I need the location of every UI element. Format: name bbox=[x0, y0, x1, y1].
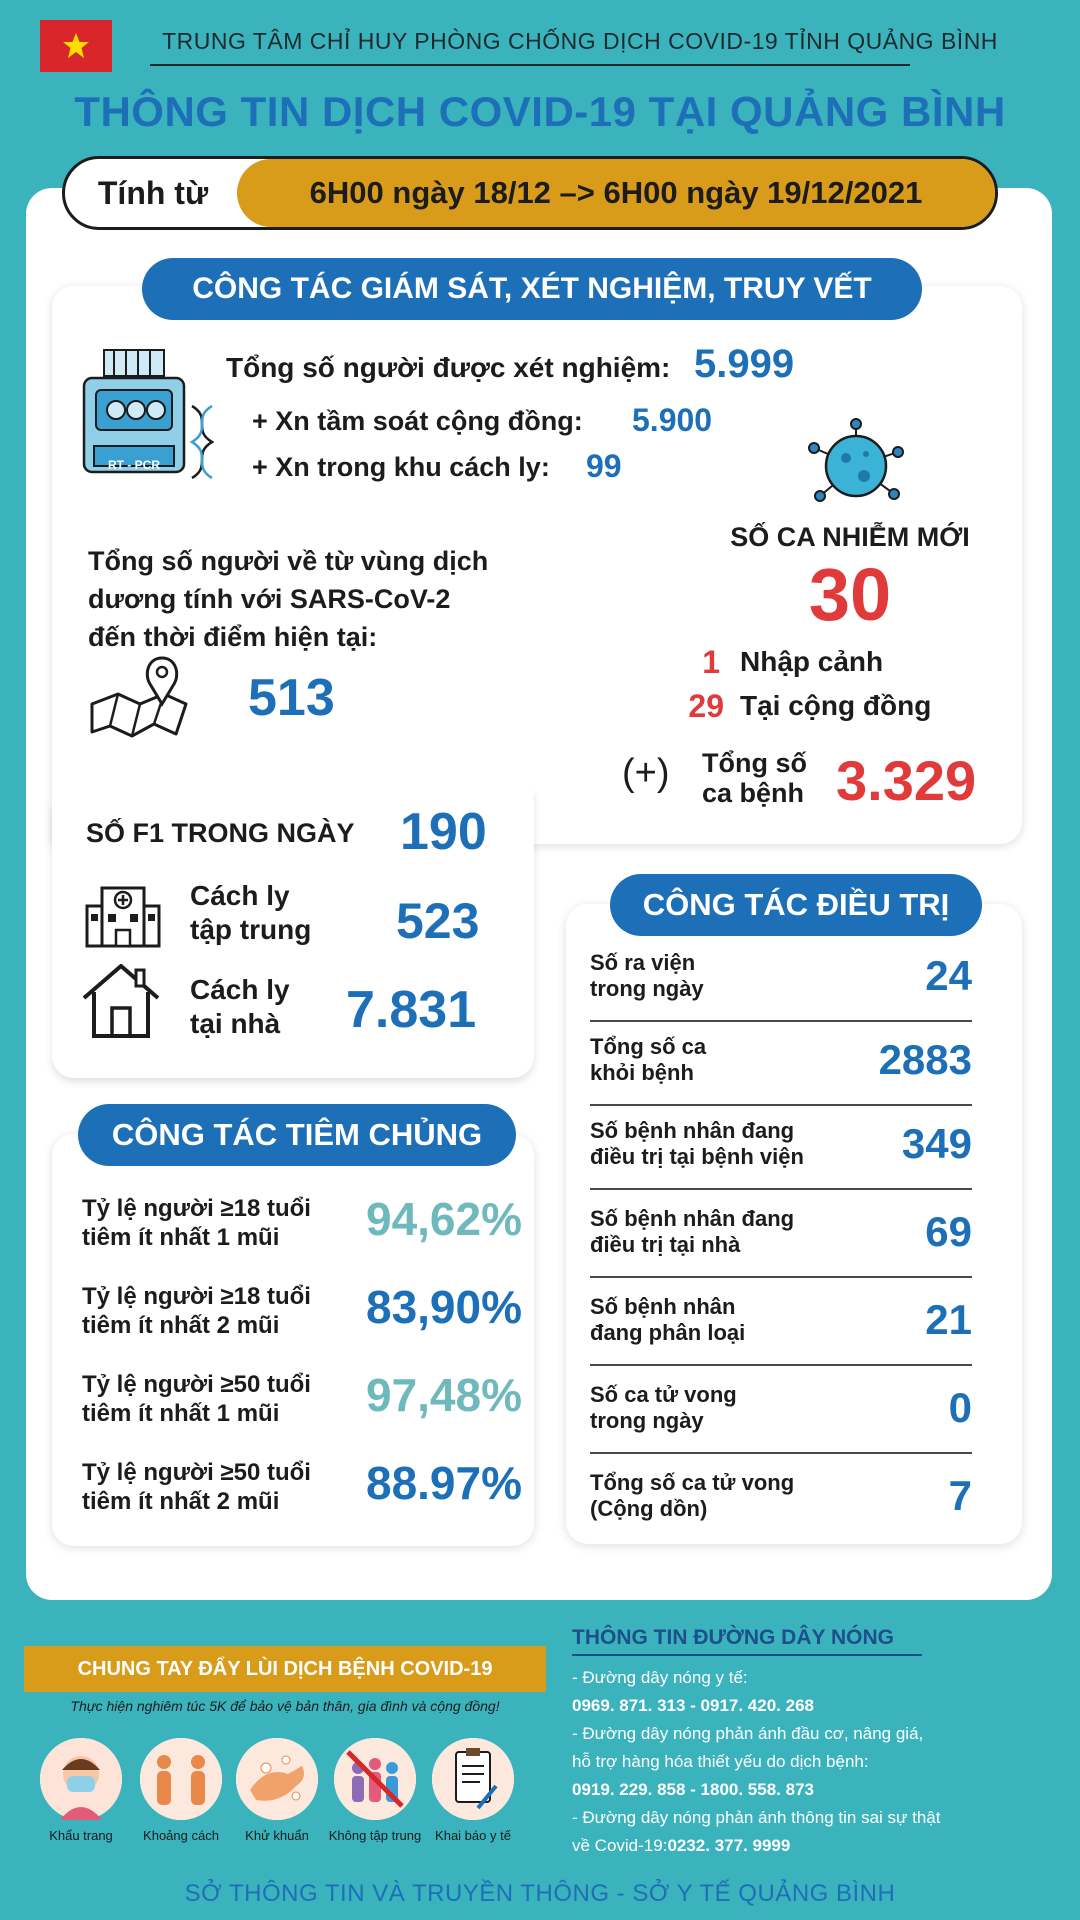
treatment-row-label-2: đang phân loại bbox=[590, 1320, 746, 1345]
footer-credit: SỞ THÔNG TIN VÀ TRUYỀN THÔNG - SỞ Y TẾ QUẢNG BÌNH bbox=[184, 1880, 896, 1907]
hotline-line-4: hỗ trợ hàng hóa thiết yếu do dịch bệnh: bbox=[572, 1752, 869, 1771]
date-label: Tính từ bbox=[97, 175, 209, 211]
date-range-pill bbox=[62, 156, 998, 230]
hotline-line-7-label: về Covid-19: bbox=[572, 1836, 668, 1855]
f1-label: SỐ F1 TRONG NGÀY bbox=[86, 818, 355, 848]
vaccination-row-label-1: Tỷ lệ người ≥18 tuổi bbox=[82, 1195, 311, 1222]
f1-value: 190 bbox=[400, 803, 487, 861]
campaign-slogan: Thực hiện nghiêm túc 5K để bảo vệ bản thân, gia đình và cộng đồng! bbox=[70, 1698, 500, 1714]
disinfect-icon bbox=[236, 1738, 318, 1820]
date-range: 6H00 ngày 18/12 –> 6H00 ngày 19/12/2021 bbox=[237, 159, 995, 227]
new-cases-label: SỐ CA NHIỄM MỚI bbox=[730, 522, 970, 552]
community-test-value: 5.900 bbox=[632, 402, 713, 438]
returnees-label-3: đến thời điểm hiện tại: bbox=[88, 622, 378, 652]
health-declaration-icon bbox=[432, 1738, 514, 1820]
treatment-row-label bbox=[590, 1034, 706, 1086]
treatment-row-label bbox=[590, 1470, 794, 1522]
hotline-line-6: - Đường dây nóng phản ánh thông tin sai sự thật bbox=[572, 1808, 941, 1827]
treatment-row bbox=[590, 1372, 972, 1454]
treatment-row-label-2: trong ngày bbox=[590, 1408, 704, 1433]
vietnam-flag-icon bbox=[40, 20, 112, 72]
vaccination-row bbox=[82, 1448, 522, 1528]
row-divider bbox=[590, 1452, 972, 1454]
quarantine-test-value: 99 bbox=[586, 448, 622, 484]
vaccination-row bbox=[82, 1184, 522, 1264]
total-cases-value: 3.329 bbox=[836, 749, 977, 812]
treatment-row bbox=[590, 940, 972, 1022]
hotline-info bbox=[572, 1664, 1042, 1860]
plus-symbol: (+) bbox=[622, 752, 670, 794]
campaign-banner: CHUNG TAY ĐẨY LÙI DỊCH BỆNH COVID-19 bbox=[24, 1646, 546, 1692]
treatment-row-value: 69 bbox=[925, 1208, 972, 1255]
returnees-value: 513 bbox=[248, 669, 335, 727]
treatment-row-label-1: Số ca tử vong bbox=[590, 1382, 737, 1407]
central-quarantine-value: 523 bbox=[396, 893, 480, 949]
vaccination-row-value: 94,62% bbox=[365, 1193, 522, 1245]
vaccination-row-label-1: Tỷ lệ người ≥50 tuổi bbox=[82, 1459, 311, 1486]
community-test-label: + Xn tầm soát cộng đồng: bbox=[252, 406, 583, 436]
campaign-item-label: Không tập trung bbox=[328, 1828, 422, 1843]
treatment-row-value: 7 bbox=[948, 1472, 972, 1519]
hotline-line-3: - Đường dây nóng phản ánh đầu cơ, nâng giá, bbox=[572, 1724, 924, 1743]
treatment-row bbox=[590, 1024, 972, 1106]
treatment-row bbox=[590, 1284, 972, 1366]
virus-icon bbox=[800, 418, 912, 514]
hotline-line-5[interactable]: 0919. 229. 858 - 1800. 558. 873 bbox=[572, 1780, 814, 1799]
row-divider bbox=[590, 1020, 972, 1022]
home-quarantine-label-1: Cách ly bbox=[190, 974, 290, 1005]
hotline-line-7 bbox=[572, 1832, 1042, 1860]
central-quarantine-label-1: Cách ly bbox=[190, 880, 290, 911]
campaign-item-label: Khoảng cách bbox=[143, 1828, 219, 1843]
vaccination-row-label bbox=[82, 1194, 311, 1252]
home-icon bbox=[80, 962, 162, 1040]
hotline-heading: THÔNG TIN ĐƯỜNG DÂY NÓNG bbox=[572, 1626, 894, 1649]
treatment-row-label-1: Tổng số ca bbox=[590, 1034, 707, 1059]
imported-cases-value: 1 bbox=[702, 644, 720, 680]
treatment-row-label-1: Tổng số ca tử vong bbox=[590, 1470, 795, 1495]
page-title: THÔNG TIN DỊCH COVID-19 TẠI QUẢNG BÌNH bbox=[74, 88, 1006, 135]
treatment-row-value: 24 bbox=[925, 952, 972, 999]
treatment-row-label-2: điều trị tại nhà bbox=[590, 1232, 741, 1257]
hotline-line-2[interactable]: 0969. 871. 313 - 0917. 420. 268 bbox=[572, 1696, 814, 1715]
central-quarantine-label-2: tập trung bbox=[190, 914, 312, 945]
treatment-row-label-2: trong ngày bbox=[590, 976, 704, 1001]
hotline-divider bbox=[572, 1654, 922, 1656]
treatment-row-label-2: điều trị tại bệnh viện bbox=[590, 1144, 804, 1169]
treatment-row-label bbox=[590, 1206, 794, 1258]
vaccination-row-label-2: tiêm ít nhất 2 mũi bbox=[82, 1488, 280, 1515]
quarantine-test-label: + Xn trong khu cách ly: bbox=[252, 452, 550, 482]
treatment-row-label-2: (Cộng dồn) bbox=[590, 1496, 708, 1521]
vaccination-row-value: 97,48% bbox=[365, 1369, 522, 1421]
hotline-line-7-number[interactable]: 0232. 377. 9999 bbox=[667, 1836, 791, 1855]
treatment-row bbox=[590, 1108, 972, 1190]
community-cases-value: 29 bbox=[688, 688, 724, 724]
home-quarantine-label-2: tại nhà bbox=[190, 1008, 281, 1039]
organization-name: TRUNG TÂM CHỈ HUY PHÒNG CHỐNG DỊCH COVID-19 TỈNH QUẢNG BÌNH bbox=[162, 28, 998, 54]
returnees-label-2: dương tính với SARS-CoV-2 bbox=[88, 584, 451, 614]
treatment-row-value: 2883 bbox=[878, 1036, 972, 1083]
community-cases-label: Tại cộng đồng bbox=[740, 690, 932, 721]
treatment-row-label bbox=[590, 1294, 745, 1346]
distance-icon bbox=[140, 1738, 222, 1820]
treatment-row-label bbox=[590, 950, 704, 1002]
vaccination-row-label bbox=[82, 1458, 311, 1516]
vaccination-card bbox=[52, 1134, 534, 1546]
treatment-row-value: 21 bbox=[925, 1296, 972, 1343]
row-divider bbox=[590, 1104, 972, 1106]
campaign-item-label: Khẩu trang bbox=[49, 1828, 113, 1843]
row-divider bbox=[590, 1188, 972, 1190]
header-divider bbox=[150, 64, 910, 66]
imported-cases-label: Nhập cảnh bbox=[740, 646, 884, 677]
vaccination-row-label bbox=[82, 1282, 311, 1340]
vaccination-row bbox=[82, 1360, 522, 1440]
treatment-row-value: 0 bbox=[948, 1384, 972, 1431]
vaccination-row-label-2: tiêm ít nhất 1 mũi bbox=[82, 1400, 280, 1427]
campaign-item-label: Khử khuẩn bbox=[245, 1828, 309, 1843]
new-cases-value: 30 bbox=[808, 553, 892, 636]
pcr-machine-icon bbox=[80, 346, 220, 486]
tested-value: 5.999 bbox=[694, 342, 795, 386]
treatment-row-label-1: Số ra viện bbox=[590, 950, 696, 975]
hospital-building-icon bbox=[84, 878, 162, 948]
treatment-row bbox=[590, 1196, 972, 1278]
vaccination-row bbox=[82, 1272, 522, 1352]
vaccination-row-label-2: tiêm ít nhất 2 mũi bbox=[82, 1312, 280, 1339]
campaign-item-label: Khai báo y tế bbox=[435, 1828, 511, 1843]
treatment-row-label bbox=[590, 1382, 737, 1434]
pcr-label: RT - PCR bbox=[108, 458, 160, 472]
vaccination-row-label-2: tiêm ít nhất 1 mũi bbox=[82, 1224, 280, 1251]
surveillance-heading: CÔNG TÁC GIÁM SÁT, XÉT NGHIỆM, TRUY VẾT bbox=[142, 258, 922, 320]
vaccination-row-value: 88.97% bbox=[365, 1457, 522, 1509]
home-quarantine-value: 7.831 bbox=[346, 981, 477, 1039]
treatment-row-label-2: khỏi bệnh bbox=[590, 1060, 694, 1085]
no-gathering-icon bbox=[334, 1738, 416, 1820]
treatment-row-label-1: Số bệnh nhân đang bbox=[590, 1206, 795, 1231]
vaccination-row-label-1: Tỷ lệ người ≥18 tuổi bbox=[82, 1283, 311, 1310]
total-cases-label-1: Tổng số bbox=[702, 748, 807, 778]
treatment-card bbox=[566, 904, 1022, 1544]
vaccination-row-label-1: Tỷ lệ người ≥50 tuổi bbox=[82, 1371, 311, 1398]
row-divider bbox=[590, 1364, 972, 1366]
treatment-row-label bbox=[590, 1118, 804, 1170]
mask-icon bbox=[40, 1738, 122, 1820]
treatment-heading: CÔNG TÁC ĐIỀU TRỊ bbox=[610, 874, 982, 936]
treatment-row-value: 349 bbox=[901, 1120, 972, 1167]
treatment-row-label-1: Số bệnh nhân đang bbox=[590, 1118, 795, 1143]
vaccination-row-value: 83,90% bbox=[365, 1281, 522, 1333]
hotline-line-1: - Đường dây nóng y tế: bbox=[572, 1668, 748, 1687]
treatment-row bbox=[590, 1460, 972, 1542]
vaccination-row-label bbox=[82, 1370, 311, 1428]
total-cases-label-2: ca bệnh bbox=[702, 778, 805, 808]
row-divider bbox=[590, 1276, 972, 1278]
returnees-label-1: Tổng số người về từ vùng dịch bbox=[88, 546, 489, 576]
treatment-row-label-1: Số bệnh nhân bbox=[590, 1294, 736, 1319]
vaccination-heading: CÔNG TÁC TIÊM CHỦNG bbox=[78, 1104, 516, 1166]
tested-label: Tổng số người được xét nghiệm: bbox=[226, 352, 671, 383]
map-pin-icon bbox=[88, 654, 190, 738]
